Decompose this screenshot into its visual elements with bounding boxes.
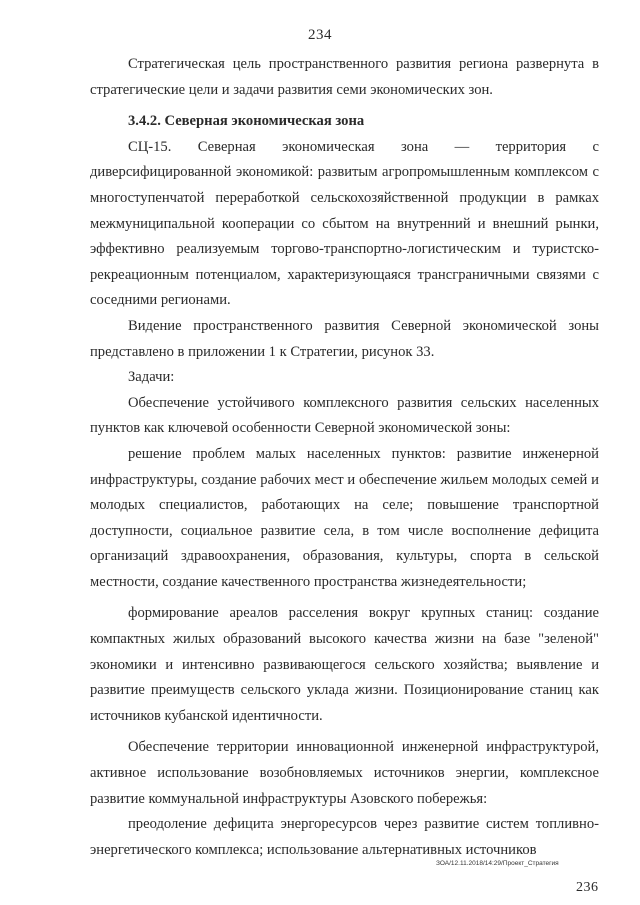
intro-paragraph: Стратегическая цель пространственного развития региона развернута в стратегические цели и задачи развития семи экономических зон.	[90, 56, 599, 98]
body-text	[90, 52, 599, 863]
paragraph: СЦ-15. Северная экономическая зона — территория с диверсифицированной экономикой: развитым агропромышленным комплексом с многоступенчатой переработкой сельскохозяйственной продукции в рамках межмуниципальной кооперации со сбытом на внутренний и внешний рынки, эффективно реализуемым торгово-транспортно-логистическим и туристско-рекреационным потенциалом, характеризующаяся трансграничными связями с соседними регионами.	[90, 138, 599, 309]
file-reference: ЗОА/12.11.2018/14:29/Проект_Стратегия	[436, 860, 559, 867]
paragraph: решение проблем малых населенных пунктов: развитие инженерной инфраструктуры, создание рабочих мест и обеспечение жильем молодых семей и молодых специалистов, работающих на селе; повышение транспортной доступности, социальное развитие села, в том числе восполнение дефицита организаций здравоохранения, образования, культуры, спорта в сельской местности, создание качественного пространства жизнедеятельности;	[90, 445, 599, 590]
paragraph: преодоление дефицита энергоресурсов через развитие систем топливно-энергетического комплекса; использование альтернативных источников	[90, 816, 599, 858]
section-heading: 3.4.2. Северная экономическая зона	[128, 113, 365, 130]
paragraph: Задачи:	[128, 369, 175, 386]
page-number-bottom: 236	[576, 880, 599, 895]
paragraph: формирование ареалов расселения вокруг крупных станиц: создание компактных жилых образований высокого качества жизни на базе "зеленой" экономики и интенсивно развивающегося сельского хозяйства; выявление и развитие преимуществ сельского уклада жизни. Позиционирование станиц как источников кубанской идентичности.	[90, 605, 599, 724]
paragraph: Обеспечение территории инновационной инженерной инфраструктурой, активное использование возобновляемых источников энергии, комплексное развитие коммунальной инфраструктуры Азовского побережья:	[90, 739, 599, 807]
page-number-top: 234	[308, 27, 332, 43]
paragraph: Обеспечение устойчивого комплексного развития сельских населенных пунктов как ключевой особенности Северной экономической зоны:	[90, 394, 599, 437]
paragraph: Видение пространственного развития Северной экономической зоны представлено в приложении 1 к Стратегии, рисунок 33.	[90, 317, 599, 360]
